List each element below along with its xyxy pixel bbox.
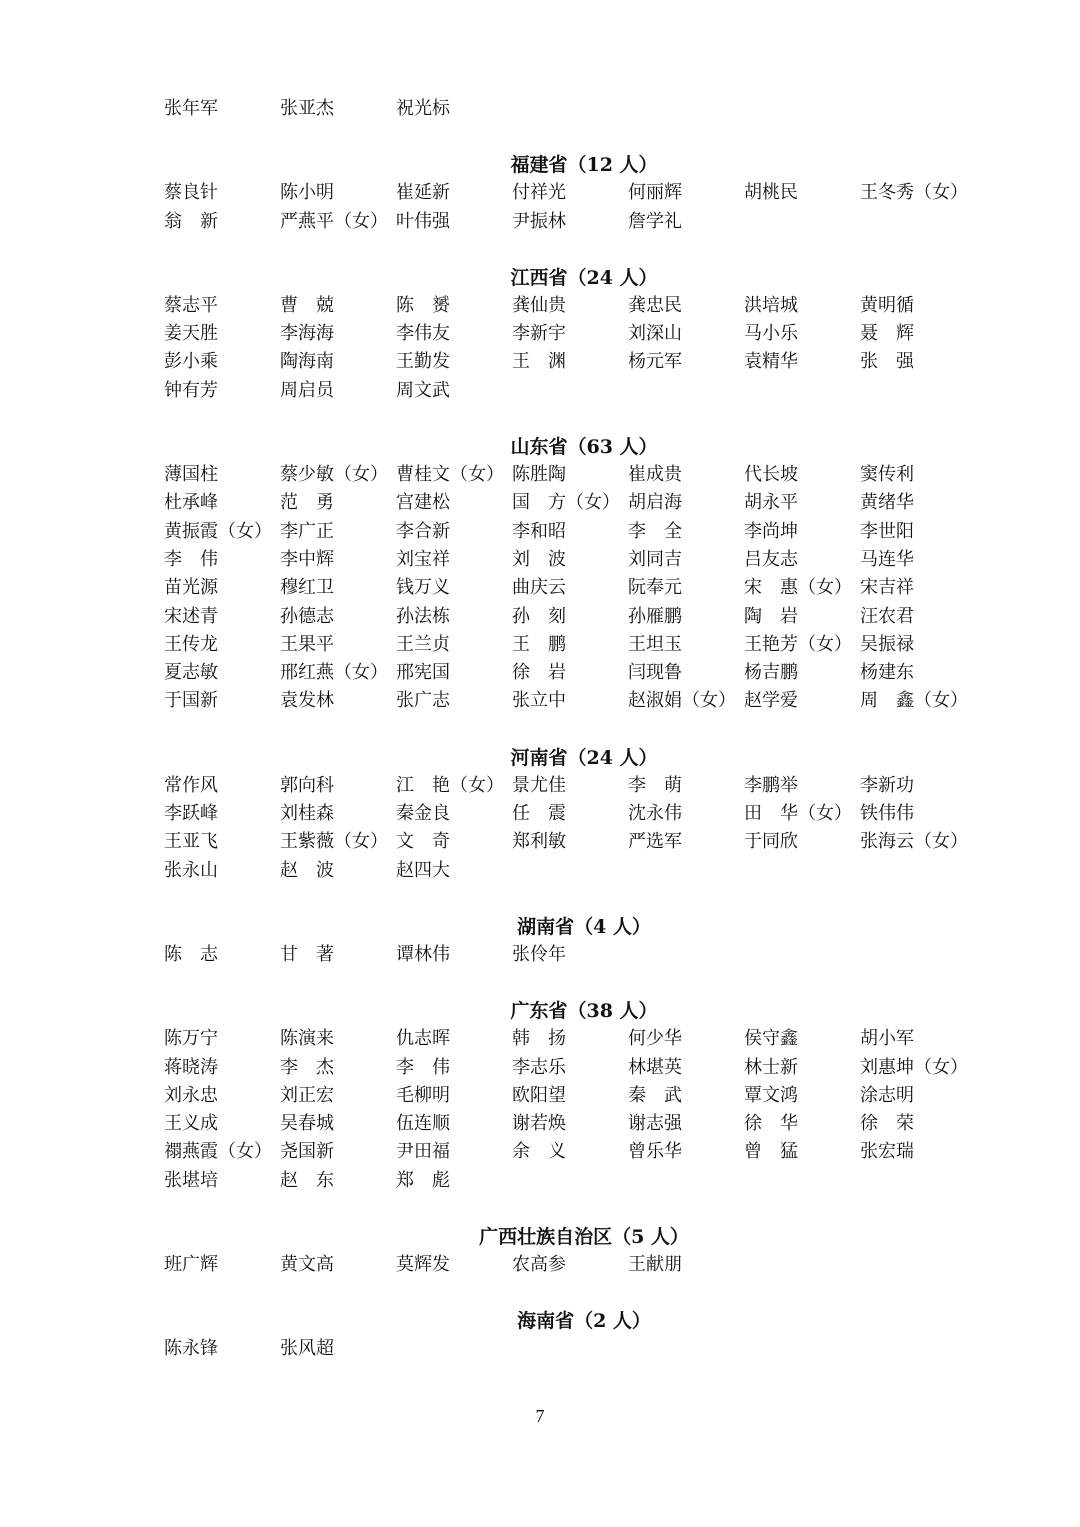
person-name: 李海海	[280, 323, 334, 345]
person-name: 李 萌	[628, 774, 682, 796]
person-name: 李合新	[396, 520, 450, 542]
person-name: 张广志	[396, 690, 450, 712]
person-name: 国 方（女）	[512, 492, 620, 514]
name-row	[164, 518, 984, 546]
person-name: 王传龙	[164, 633, 218, 655]
person-name: 王冬秀（女）	[860, 182, 968, 204]
name-row	[164, 1054, 984, 1082]
person-name: 陈万宁	[164, 1028, 218, 1050]
person-name: 曹 兢	[280, 294, 334, 316]
person-name: 张堪培	[164, 1169, 218, 1191]
person-name: 王献朋	[628, 1254, 682, 1276]
person-name: 叶伟强	[396, 210, 450, 232]
name-row	[164, 292, 984, 320]
person-name: 杨元军	[628, 351, 682, 373]
person-name: 李志乐	[512, 1056, 566, 1078]
province-section	[164, 913, 984, 969]
person-name: 翁 新	[164, 210, 218, 232]
person-name: 尧国新	[280, 1141, 334, 1163]
person-name: 张亚杰	[280, 98, 334, 119]
person-name: 赵学爱	[744, 690, 798, 712]
person-name: 林堪英	[628, 1056, 682, 1078]
person-name: 李 杰	[280, 1056, 334, 1078]
person-name: 伍连顺	[396, 1113, 450, 1135]
person-name: 尹振林	[512, 210, 566, 232]
name-row	[164, 461, 984, 489]
person-name: 胡小军	[860, 1028, 914, 1050]
person-name: 赵 东	[280, 1169, 334, 1191]
province-heading: 湖南省（4 人）	[517, 915, 651, 938]
name-row	[164, 1138, 984, 1166]
name-row	[164, 208, 984, 236]
person-name: 李 伟	[396, 1056, 450, 1078]
province-section	[164, 95, 984, 123]
person-name: 彭小乘	[164, 351, 218, 373]
person-name: 邢红燕（女）	[280, 662, 388, 684]
person-name: 刘永忠	[164, 1084, 218, 1106]
person-name: 何丽辉	[628, 182, 682, 204]
name-row	[164, 574, 984, 602]
person-name: 吕友志	[744, 548, 798, 570]
person-name: 江 艳（女）	[396, 774, 504, 796]
person-name: 谢志强	[628, 1113, 682, 1135]
person-name: 付祥光	[512, 182, 566, 204]
person-name: 刘同吉	[628, 548, 682, 570]
person-name: 胡桃民	[744, 182, 798, 204]
province-heading: 山东省（63 人）	[510, 436, 658, 459]
person-name: 薄国柱	[164, 464, 218, 486]
name-row	[164, 772, 984, 800]
person-name: 余 义	[512, 1141, 566, 1163]
person-name: 于国新	[164, 690, 218, 712]
person-name: 曾 猛	[744, 1141, 798, 1163]
person-name: 严选军	[628, 831, 682, 853]
name-row	[164, 1110, 984, 1138]
name-row	[164, 659, 984, 687]
person-name: 吴振禄	[860, 633, 914, 655]
person-name: 黄绪华	[860, 492, 914, 514]
person-name: 秦 武	[628, 1084, 682, 1106]
person-name: 张 强	[860, 351, 914, 373]
person-name: 班广辉	[164, 1254, 218, 1276]
person-name: 钱万义	[396, 577, 450, 599]
person-name: 黄文高	[280, 1254, 334, 1276]
province-section	[164, 1307, 984, 1363]
person-name: 农高参	[512, 1254, 566, 1276]
person-name: 王果平	[280, 633, 334, 655]
province-heading: 海南省（2 人）	[517, 1310, 651, 1333]
person-name: 王紫薇（女）	[280, 831, 388, 853]
person-name: 李伟友	[396, 323, 450, 345]
person-name: 代长坡	[744, 464, 798, 486]
person-name: 祝光标	[396, 98, 450, 119]
person-name: 赵四大	[396, 859, 450, 881]
person-name: 张年军	[164, 98, 218, 119]
person-name: 宋述青	[164, 605, 218, 627]
person-name: 刘惠坤（女）	[860, 1056, 968, 1078]
person-name: 刘桂森	[280, 803, 334, 825]
person-name: 张伶年	[512, 943, 566, 965]
person-name: 苗光源	[164, 577, 218, 599]
province-heading: 江西省（24 人）	[510, 266, 658, 289]
person-name: 李中辉	[280, 548, 334, 570]
person-name: 覃文鸿	[744, 1084, 798, 1106]
person-name: 蔡少敏（女）	[280, 464, 388, 486]
name-row	[164, 348, 984, 376]
name-row	[164, 179, 984, 207]
person-name: 杨吉鹏	[744, 662, 798, 684]
person-name: 秦金良	[396, 803, 450, 825]
person-name: 禤燕霞（女）	[164, 1141, 272, 1163]
person-name: 铁伟伟	[860, 803, 914, 825]
province-heading: 河南省（24 人）	[510, 746, 658, 769]
person-name: 王亚飞	[164, 831, 218, 853]
person-name: 邢宪国	[396, 662, 450, 684]
person-name: 张宏瑞	[860, 1141, 914, 1163]
person-name: 孙雁鹏	[628, 605, 682, 627]
person-name: 郑 彪	[396, 1169, 450, 1191]
person-name: 王兰贞	[396, 633, 450, 655]
person-name: 刘深山	[628, 323, 682, 345]
person-name: 刘宝祥	[396, 548, 450, 570]
person-name: 张立中	[512, 690, 566, 712]
person-name: 詹学礼	[628, 210, 682, 232]
person-name: 夏志敏	[164, 662, 218, 684]
person-name: 阮奉元	[628, 577, 682, 599]
person-name: 宋 惠（女）	[744, 577, 852, 599]
person-name: 李跃峰	[164, 803, 218, 825]
person-name: 田 华（女）	[744, 803, 852, 825]
person-name: 龚仙贵	[512, 294, 566, 316]
person-name: 莫辉发	[396, 1254, 450, 1276]
person-name: 孙法栋	[396, 605, 450, 627]
person-name: 孙 刻	[512, 605, 566, 627]
person-name: 李和昭	[512, 520, 566, 542]
person-name: 景尤佳	[512, 774, 566, 796]
person-name: 王坦玉	[628, 633, 682, 655]
person-name: 王 渊	[512, 351, 566, 373]
person-name: 黄明循	[860, 294, 914, 316]
person-name: 曲庆云	[512, 577, 566, 599]
name-row	[164, 95, 984, 123]
person-name: 涂志明	[860, 1084, 914, 1106]
person-name: 吴春城	[280, 1113, 334, 1135]
person-name: 胡永平	[744, 492, 798, 514]
name-row	[164, 1167, 984, 1195]
person-name: 王义成	[164, 1113, 218, 1135]
person-name: 赵 波	[280, 859, 334, 881]
name-list-document	[164, 95, 984, 1364]
province-heading: 广西壮族自治区（5 人）	[479, 1226, 689, 1249]
person-name: 胡启海	[628, 492, 682, 514]
person-name: 崔成贵	[628, 464, 682, 486]
province-section	[164, 1223, 984, 1279]
person-name: 蔡志平	[164, 294, 218, 316]
person-name: 徐 荣	[860, 1113, 914, 1135]
person-name: 陈胜陶	[512, 464, 566, 486]
province-heading: 福建省（12 人）	[510, 154, 658, 177]
person-name: 曹桂文（女）	[396, 464, 504, 486]
person-name: 闫现鲁	[628, 662, 682, 684]
person-name: 周启员	[280, 379, 334, 401]
person-name: 徐 岩	[512, 662, 566, 684]
name-row	[164, 687, 984, 715]
person-name: 崔延新	[396, 182, 450, 204]
person-name: 蒋晓涛	[164, 1056, 218, 1078]
person-name: 周文武	[396, 379, 450, 401]
province-section	[164, 151, 984, 236]
name-row	[164, 489, 984, 517]
person-name: 郑利敏	[512, 831, 566, 853]
person-name: 陶 岩	[744, 605, 798, 627]
person-name: 范 勇	[280, 492, 334, 514]
name-row	[164, 1335, 984, 1363]
province-section	[164, 264, 984, 405]
name-row	[164, 377, 984, 405]
person-name: 毛柳明	[396, 1084, 450, 1106]
person-name: 陶海南	[280, 351, 334, 373]
person-name: 谢若焕	[512, 1113, 566, 1135]
person-name: 陈 志	[164, 943, 218, 965]
person-name: 仇志晖	[396, 1028, 450, 1050]
person-name: 曾乐华	[628, 1141, 682, 1163]
person-name: 侯守鑫	[744, 1028, 798, 1050]
person-name: 李新功	[860, 774, 914, 796]
person-name: 汪农君	[860, 605, 914, 627]
person-name: 李新宇	[512, 323, 566, 345]
person-name: 赵淑娟（女）	[628, 690, 736, 712]
name-row	[164, 1251, 984, 1279]
person-name: 王勤发	[396, 351, 450, 373]
province-heading: 广东省（38 人）	[510, 1000, 658, 1023]
person-name: 林士新	[744, 1056, 798, 1078]
person-name: 刘 波	[512, 548, 566, 570]
person-name: 宋吉祥	[860, 577, 914, 599]
person-name: 李世阳	[860, 520, 914, 542]
person-name: 钟有芳	[164, 379, 218, 401]
person-name: 杜承峰	[164, 492, 218, 514]
person-name: 李鹏举	[744, 774, 798, 796]
person-name: 洪培城	[744, 294, 798, 316]
person-name: 聂 辉	[860, 323, 914, 345]
name-row	[164, 1082, 984, 1110]
person-name: 严燕平（女）	[280, 210, 388, 232]
person-name: 徐 华	[744, 1113, 798, 1135]
person-name: 宫建松	[396, 492, 450, 514]
name-row	[164, 1025, 984, 1053]
person-name: 张永山	[164, 859, 218, 881]
person-name: 欧阳望	[512, 1084, 566, 1106]
person-name: 沈永伟	[628, 803, 682, 825]
person-name: 穆红卫	[280, 577, 334, 599]
name-row	[164, 800, 984, 828]
person-name: 陈 赟	[396, 294, 450, 316]
person-name: 马小乐	[744, 323, 798, 345]
name-row	[164, 546, 984, 574]
person-name: 袁发林	[280, 690, 334, 712]
person-name: 任 震	[512, 803, 566, 825]
person-name: 郭向科	[280, 774, 334, 796]
person-name: 姜天胜	[164, 323, 218, 345]
name-row	[164, 320, 984, 348]
name-row	[164, 631, 984, 659]
name-row	[164, 857, 984, 885]
person-name: 李 伟	[164, 548, 218, 570]
person-name: 王艳芳（女）	[744, 633, 852, 655]
person-name: 韩 扬	[512, 1028, 566, 1050]
name-row	[164, 828, 984, 856]
person-name: 谭林伟	[396, 943, 450, 965]
person-name: 周 鑫（女）	[860, 690, 968, 712]
person-name: 龚忠民	[628, 294, 682, 316]
person-name: 陈永锋	[164, 1338, 218, 1360]
person-name: 张海云（女）	[860, 831, 968, 853]
province-section	[164, 744, 984, 885]
person-name: 于同欣	[744, 831, 798, 853]
person-name: 窦传利	[860, 464, 914, 486]
person-name: 陈演来	[280, 1028, 334, 1050]
person-name: 王 鹏	[512, 633, 566, 655]
person-name: 张风超	[280, 1338, 334, 1360]
person-name: 李 全	[628, 520, 682, 542]
person-name: 陈小明	[280, 182, 334, 204]
person-name: 蔡良针	[164, 182, 218, 204]
province-section	[164, 997, 984, 1195]
person-name: 袁精华	[744, 351, 798, 373]
person-name: 文 奇	[396, 831, 450, 853]
person-name: 尹田福	[396, 1141, 450, 1163]
person-name: 刘正宏	[280, 1084, 334, 1106]
person-name: 杨建东	[860, 662, 914, 684]
person-name: 马连华	[860, 548, 914, 570]
person-name: 李广正	[280, 520, 334, 542]
name-row	[164, 941, 984, 969]
person-name: 孙德志	[280, 605, 334, 627]
name-row	[164, 603, 984, 631]
person-name: 李尚坤	[744, 520, 798, 542]
person-name: 何少华	[628, 1028, 682, 1050]
person-name: 常作风	[164, 774, 218, 796]
province-section	[164, 433, 984, 716]
page-number: 7	[535, 1406, 545, 1426]
person-name: 黄振霞（女）	[164, 520, 272, 542]
person-name: 甘 著	[280, 943, 334, 965]
